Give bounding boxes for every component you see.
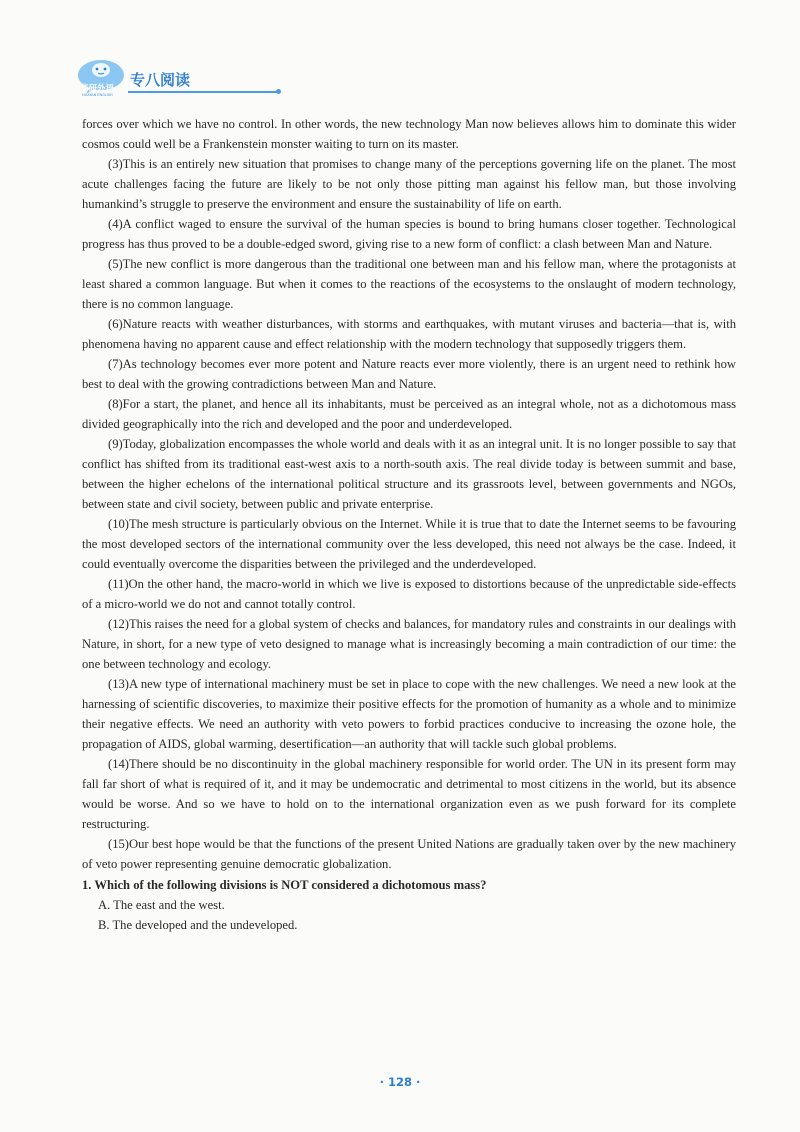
logo-text: 华研外语 xyxy=(80,84,115,94)
answer-option-a: A. The east and the west. xyxy=(98,898,225,912)
answer-option-b: B. The developed and the undeveloped. xyxy=(98,918,298,932)
title-underline xyxy=(128,91,278,93)
paragraph: (3)This is an entirely new situation that promises to change many of the perceptions governing life on the planet. The most acute challenges facing the future are likely to be not only those pitting man against his fellow man, but those involving humankind’s struggle to preserve the environment and ensure the sustainability of life on earth. xyxy=(82,157,736,211)
paragraph: (13)A new type of international machinery must be set in place to cope with the new challenges. We need a new look at the harnessing of scientific discoveries, to maximize their positive effects for the promotion of humanity as a whole and to minimize their negative effects. We need an authority with veto powers to forbid practices conducive to increasing the ozone hole, the propagation of AIDS, global warming, desertification—an authority that will tackle such global problems. xyxy=(82,677,736,751)
paragraph: (12)This raises the need for a global system of checks and balances, for mandatory rules and constraints in our dealings with Nature, in short, for a new type of veto designed to manage what is increasingly becoming a main contradiction of our time: the one between technology and ecology. xyxy=(82,617,736,671)
reading-passage xyxy=(82,114,736,935)
logo-subtext: HUAYAN ENGLISH xyxy=(82,93,113,97)
paragraph: (5)The new conflict is more dangerous than the traditional one between man and his fellow man, where the protagonists at least shared a common language. But when it comes to the reactions of the ecosystems to the onslaught of modern technology, there is no common language. xyxy=(82,257,736,311)
title-underline-dot xyxy=(276,89,281,94)
paragraph: (14)There should be no discontinuity in the global machinery responsible for world order. The UN in its present form may fall far short of what is required of it, and it may be undemocratic and detrimental to most citizens in the world, but its absence would be worse. And so we have to hold on to the international organization even as we push forward for its complete restructuring. xyxy=(82,757,736,831)
page-header xyxy=(76,58,206,100)
paragraph: (4)A conflict waged to ensure the survival of the human species is bound to bring humans closer together. Technological progress has thus proved to be a double-edged sword, giving rise to a new form of conflict: a clash between Man and Nature. xyxy=(82,217,736,251)
paragraph: (8)For a start, the planet, and hence all its inhabitants, must be perceived as an integral whole, not as a dichotomous mass divided geographically into the rich and developed and the poor and underdeveloped. xyxy=(82,397,736,431)
paragraph: forces over which we have no control. In other words, the new technology Man now believes allows him to dominate this wider cosmos could well be a Frankenstein monster waiting to turn on its master. xyxy=(82,117,736,151)
paragraph: (6)Nature reacts with weather disturbances, with storms and earthquakes, with mutant viruses and bacteria—that is, with phenomena having no apparent cause and effect relationship with the modern technology that supposedly triggers them. xyxy=(82,317,736,351)
page-number: · 128 · xyxy=(379,1075,421,1089)
paragraph: (15)Our best hope would be that the functions of the present United Nations are gradually taken over by the new machinery of veto power representing genuine democratic globalization. xyxy=(82,837,736,871)
paragraph: (9)Today, globalization encompasses the whole world and deals with it as an integral unit. It is no longer possible to say that conflict has shifted from its traditional east-west axis to a north-south axis. The real divide today is between summit and base, between the higher echelons of the international political structure and its grassroots level, between governments and NGOs, between state and civil society, between public and private enterprise. xyxy=(82,437,736,511)
paragraph: (10)The mesh structure is particularly obvious on the Internet. While it is true that to date the Internet seems to be favouring the most developed sectors of the international community over the less developed, this need not always be the case. Indeed, it could eventually overcome the disparities between the privileged and the underdeveloped. xyxy=(82,517,736,571)
paragraph: (11)On the other hand, the macro-world in which we live is exposed to distortions because of the unpredictable side-effects of a micro-world we do not and cannot totally control. xyxy=(82,577,736,611)
book-title: 专八阅读 xyxy=(130,71,191,89)
paragraph: (7)As technology becomes ever more potent and Nature reacts ever more violently, there is an urgent need to rethink how best to deal with the growing contradictions between Man and Nature. xyxy=(82,357,736,391)
question-stem: 1. Which of the following divisions is NOT considered a dichotomous mass? xyxy=(82,878,487,892)
